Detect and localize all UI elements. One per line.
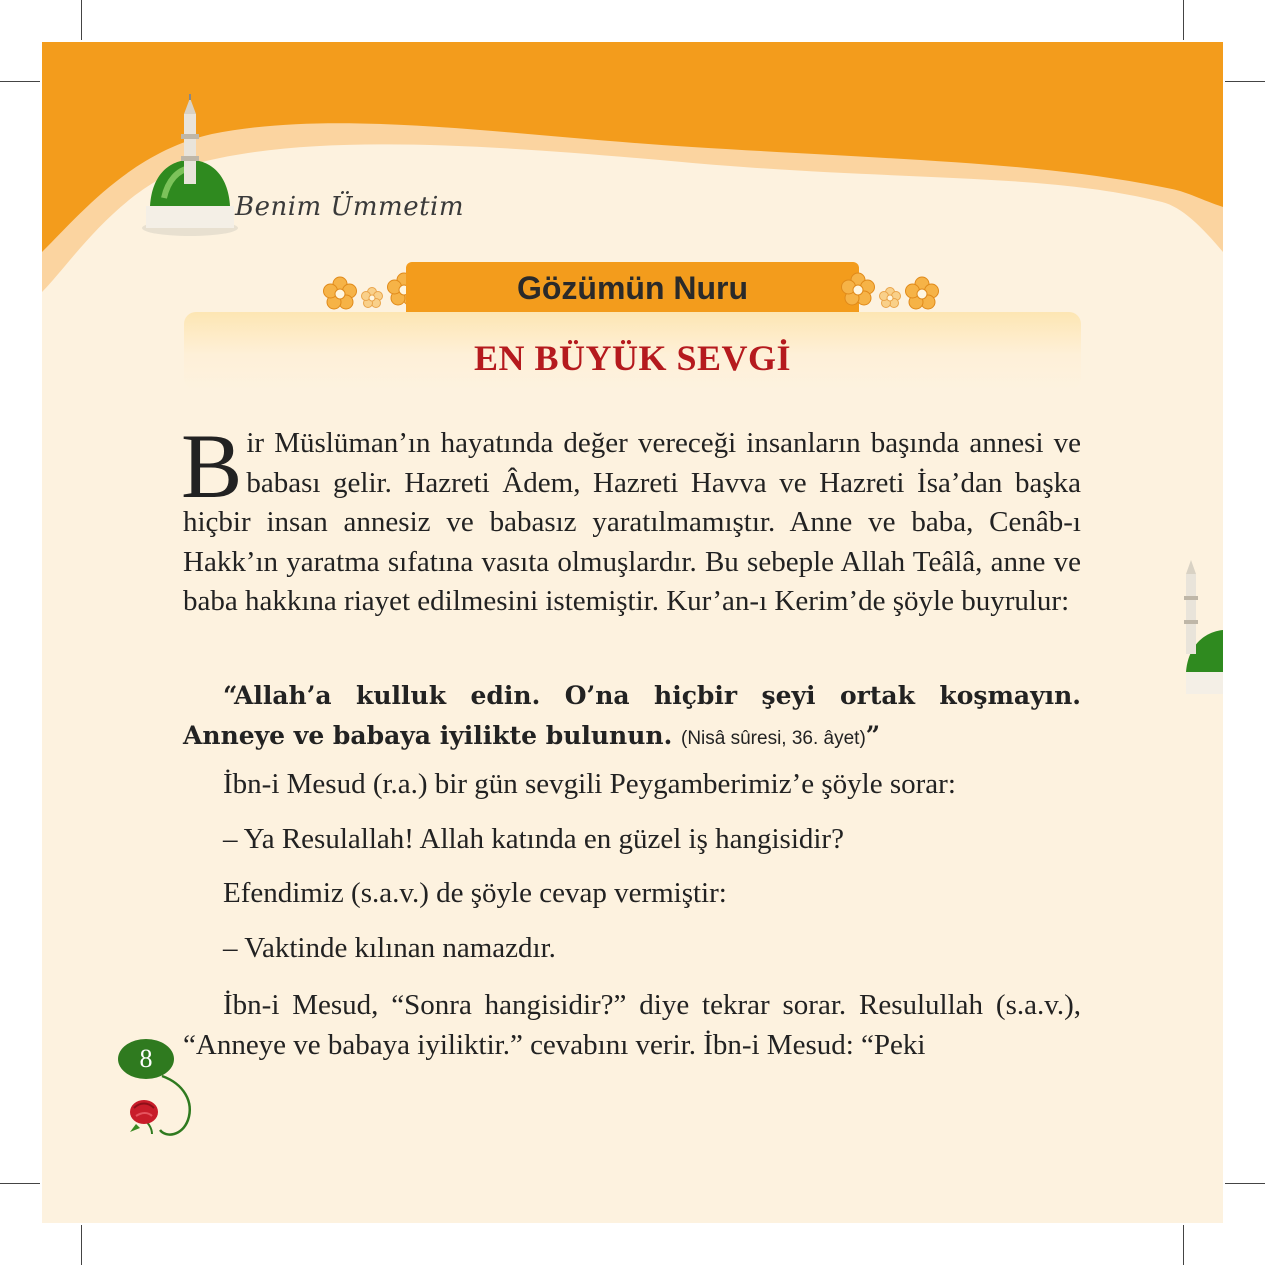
crop-mark bbox=[0, 1183, 40, 1184]
paragraph-text: ir Müslüman’ın hayatında değer vereceği insanların başında annesi ve babası gelir. Hazreti Âdem, Hazreti Havva ve Hazreti İsa’dan başka hiçbir insan annesiz ve babasız yaratılmamıştır. Anne ve baba, Cenâb-ı Hakk’ın yaratma sıfatına vasıta olmuşlardır. Bu sebeple Allah Teâlâ, anne ve baba hakkına riayet edilmesini istemiştir. Kur’an-ı Kerim’de şöyle buyrulur: bbox=[183, 427, 1081, 617]
crop-mark bbox=[81, 1225, 82, 1265]
crop-mark bbox=[0, 81, 40, 82]
flower-icon bbox=[836, 268, 946, 316]
drop-cap: B bbox=[181, 415, 243, 517]
mosque-icon bbox=[1176, 560, 1223, 700]
quote-source: (Nisâ sûresi, 36. âyet) bbox=[681, 728, 866, 749]
text-line: – Ya Resulallah! Allah katında en güzel iş hangisidir? bbox=[223, 823, 844, 855]
quote-close: ” bbox=[865, 721, 881, 750]
article-title: EN BÜYÜK SEVGİ bbox=[473, 338, 792, 378]
crop-mark bbox=[1183, 0, 1184, 40]
page-number: 8 bbox=[118, 1039, 174, 1079]
crop-mark bbox=[1225, 81, 1265, 82]
text-line: – Vaktinde kılınan namazdır. bbox=[223, 932, 556, 964]
paragraph-last: İbn-i Mesud, “Sonra hangisidir?” diye tekrar sorar. Resulullah (s.a.v.), “Anneye ve babaya iyiliktir.” cevabını verir. İbn-i Mesud: “Peki bbox=[183, 989, 1081, 1061]
brand-name: Benim Ümmetim bbox=[235, 192, 464, 222]
paragraph-intro bbox=[181, 415, 1081, 622]
mosque-icon bbox=[140, 94, 240, 236]
crop-mark bbox=[81, 0, 82, 40]
text-line: Efendimiz (s.a.v.) de şöyle cevap vermiştir: bbox=[223, 877, 727, 909]
crop-mark bbox=[1225, 1183, 1265, 1184]
section-label: Gözümün Nuru bbox=[406, 262, 859, 313]
verse-quote bbox=[183, 676, 1081, 759]
text-line: İbn-i Mesud (r.a.) bir gün sevgili Peygamberimiz’e şöyle sorar: bbox=[223, 768, 956, 800]
book-page bbox=[42, 42, 1223, 1223]
crop-mark bbox=[1183, 1225, 1184, 1265]
quote-text: “Allah’a kulluk edin. O’na hiçbir şeyi ortak koşmayın. Anneye ve babaya iyilikte bulunun. bbox=[183, 681, 1081, 750]
